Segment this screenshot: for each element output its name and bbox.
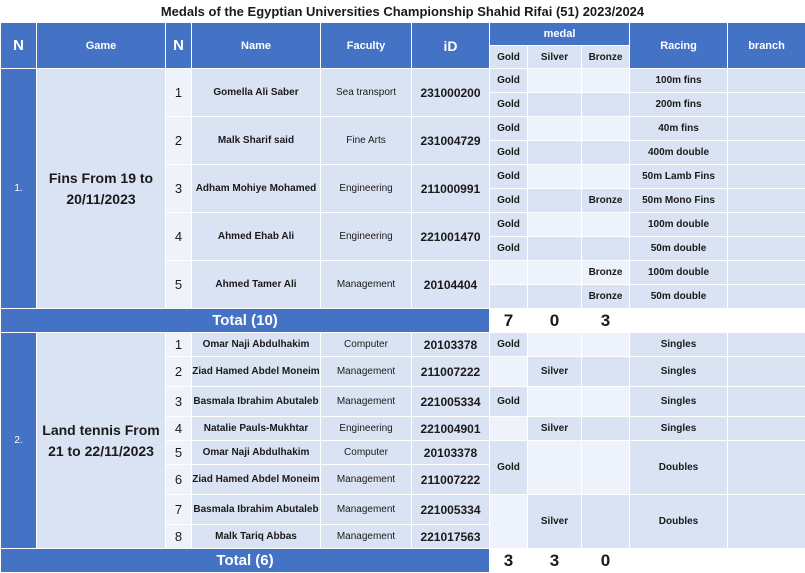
athlete-name: Omar Naji Abdulhakim (192, 333, 321, 357)
branch-cell (728, 141, 805, 165)
gold-cell: Gold (490, 333, 528, 357)
table-row (1, 69, 805, 93)
athlete-faculty: Management (321, 261, 412, 309)
silver-cell (528, 141, 582, 165)
athlete-number: 5 (166, 261, 192, 309)
gold-cell: Gold (490, 93, 528, 117)
athlete-faculty: Management (321, 387, 412, 417)
athlete-name: Gomella Ali Saber (192, 69, 321, 117)
athlete-faculty: Engineering (321, 165, 412, 213)
athlete-name: Natalie Pauls-Mukhtar (192, 417, 321, 441)
racing-cell: 50m Lamb Fins (630, 165, 728, 189)
athlete-faculty: Computer (321, 441, 412, 465)
branch-cell (728, 69, 805, 93)
gold-cell: Gold (490, 387, 528, 417)
total-row (1, 549, 805, 573)
athlete-name: Malk Tariq Abbas (192, 525, 321, 549)
bronze-cell (582, 441, 630, 495)
athlete-faculty: Computer (321, 333, 412, 357)
branch-cell (728, 285, 805, 309)
athlete-name: Omar Naji Abdulhakim (192, 441, 321, 465)
gold-total: 3 (490, 549, 528, 573)
athlete-faculty: Fine Arts (321, 117, 412, 165)
athlete-name: Ziad Hamed Abdel Moneim (192, 357, 321, 387)
athlete-id: 20103378 (412, 441, 490, 465)
athlete-faculty: Engineering (321, 213, 412, 261)
branch-cell (728, 213, 805, 237)
header-game: Game (37, 23, 166, 69)
gold-cell (490, 285, 528, 309)
silver-cell (528, 261, 582, 285)
athlete-faculty: Management (321, 495, 412, 525)
racing-cell: 400m double (630, 141, 728, 165)
athlete-id: 221017563 (412, 525, 490, 549)
gold-cell: Gold (490, 441, 528, 495)
gold-cell: Gold (490, 141, 528, 165)
silver-cell: Silver (528, 417, 582, 441)
racing-cell: Singles (630, 357, 728, 387)
silver-cell (528, 93, 582, 117)
athlete-name: Basmala Ibrahim Abutaleb (192, 387, 321, 417)
section-total-label: Total (6) (1, 549, 490, 573)
athlete-id: 221005334 (412, 387, 490, 417)
racing-cell: Singles (630, 387, 728, 417)
bronze-cell (582, 237, 630, 261)
gold-cell: Gold (490, 213, 528, 237)
racing-cell: 100m fins (630, 69, 728, 93)
bronze-cell: Bronze (582, 189, 630, 213)
athlete-name: Malk Sharif said (192, 117, 321, 165)
section-number: 2. (1, 333, 37, 549)
racing-cell: 200m fins (630, 93, 728, 117)
bronze-cell (582, 387, 630, 417)
athlete-number: 3 (166, 387, 192, 417)
silver-cell (528, 285, 582, 309)
silver-cell (528, 237, 582, 261)
header-id: iD (412, 23, 490, 69)
athlete-id: 20104404 (412, 261, 490, 309)
athlete-number: 2 (166, 357, 192, 387)
athlete-number: 7 (166, 495, 192, 525)
table-row (1, 333, 805, 357)
racing-cell: 40m fins (630, 117, 728, 141)
silver-cell (528, 387, 582, 417)
athlete-faculty: Engineering (321, 417, 412, 441)
branch-cell (728, 261, 805, 285)
gold-cell (490, 357, 528, 387)
athlete-id: 221004901 (412, 417, 490, 441)
blank-cell (728, 309, 805, 333)
bronze-cell (582, 495, 630, 549)
gold-cell: Gold (490, 237, 528, 261)
racing-cell: 100m double (630, 213, 728, 237)
athlete-number: 1 (166, 69, 192, 117)
racing-cell: 50m double (630, 237, 728, 261)
gold-cell: Gold (490, 117, 528, 141)
athlete-faculty: Management (321, 357, 412, 387)
bronze-cell: Bronze (582, 285, 630, 309)
athlete-id: 231004729 (412, 117, 490, 165)
bronze-cell (582, 117, 630, 141)
silver-total: 3 (528, 549, 582, 573)
bronze-cell (582, 357, 630, 387)
athlete-id: 211007222 (412, 357, 490, 387)
racing-cell: 100m double (630, 261, 728, 285)
branch-cell (728, 357, 805, 387)
game-cell: Land tennis From 21 to 22/11/2023 (37, 333, 166, 549)
branch-cell (728, 417, 805, 441)
header-faculty: Faculty (321, 23, 412, 69)
racing-cell: Doubles (630, 441, 728, 495)
athlete-name: Adham Mohiye Mohamed (192, 165, 321, 213)
silver-cell (528, 117, 582, 141)
medals-table (0, 22, 805, 573)
bronze-total: 3 (582, 309, 630, 333)
athlete-id: 211007222 (412, 465, 490, 495)
header-n2: N (166, 23, 192, 69)
gold-cell: Gold (490, 165, 528, 189)
game-cell: Fins From 19 to 20/11/2023 (37, 69, 166, 309)
branch-cell (728, 165, 805, 189)
header-racing: Racing (630, 23, 728, 69)
branch-cell (728, 93, 805, 117)
branch-cell (728, 333, 805, 357)
athlete-number: 5 (166, 441, 192, 465)
bronze-cell (582, 417, 630, 441)
silver-cell (528, 69, 582, 93)
gold-cell: Gold (490, 189, 528, 213)
silver-cell: Silver (528, 495, 582, 549)
gold-cell: Gold (490, 69, 528, 93)
header-name: Name (192, 23, 321, 69)
gold-cell (490, 417, 528, 441)
silver-cell (528, 189, 582, 213)
racing-cell: Doubles (630, 495, 728, 549)
header-branch: branch (728, 23, 805, 69)
bronze-cell: Bronze (582, 261, 630, 285)
athlete-name: Ahmed Ehab Ali (192, 213, 321, 261)
header-bronze: Bronze (582, 46, 630, 69)
silver-cell (528, 213, 582, 237)
silver-cell: Silver (528, 357, 582, 387)
header-silver: Silver (528, 46, 582, 69)
gold-total: 7 (490, 309, 528, 333)
blank-cell (630, 309, 728, 333)
racing-cell: 50m Mono Fins (630, 189, 728, 213)
bronze-cell (582, 93, 630, 117)
racing-cell: Singles (630, 417, 728, 441)
athlete-number: 4 (166, 417, 192, 441)
athlete-id: 231000200 (412, 69, 490, 117)
gold-cell (490, 495, 528, 549)
bronze-cell (582, 213, 630, 237)
racing-cell: Singles (630, 333, 728, 357)
branch-cell (728, 117, 805, 141)
athlete-name: Basmala Ibrahim Abutaleb (192, 495, 321, 525)
branch-cell (728, 441, 805, 495)
section-total-label: Total (10) (1, 309, 490, 333)
bronze-cell (582, 333, 630, 357)
athlete-number: 1 (166, 333, 192, 357)
athlete-id: 221005334 (412, 495, 490, 525)
bronze-cell (582, 165, 630, 189)
athlete-id: 20103378 (412, 333, 490, 357)
athlete-id: 221001470 (412, 213, 490, 261)
athlete-name: Ziad Hamed Abdel Moneim (192, 465, 321, 495)
athlete-faculty: Management (321, 525, 412, 549)
header-medal: medal (490, 23, 630, 46)
gold-cell (490, 261, 528, 285)
total-row (1, 309, 805, 333)
bronze-cell (582, 69, 630, 93)
bronze-total: 0 (582, 549, 630, 573)
blank-cell (630, 549, 728, 573)
athlete-id: 211000991 (412, 165, 490, 213)
athlete-number: 4 (166, 213, 192, 261)
branch-cell (728, 237, 805, 261)
silver-cell (528, 333, 582, 357)
athlete-number: 6 (166, 465, 192, 495)
athlete-number: 3 (166, 165, 192, 213)
athlete-faculty: Sea transport (321, 69, 412, 117)
athlete-number: 2 (166, 117, 192, 165)
athlete-name: Ahmed Tamer Ali (192, 261, 321, 309)
athlete-number: 8 (166, 525, 192, 549)
racing-cell: 50m double (630, 285, 728, 309)
branch-cell (728, 189, 805, 213)
silver-cell (528, 165, 582, 189)
header-gold: Gold (490, 46, 528, 69)
blank-cell (728, 549, 805, 573)
silver-total: 0 (528, 309, 582, 333)
bronze-cell (582, 141, 630, 165)
silver-cell (528, 441, 582, 495)
branch-cell (728, 387, 805, 417)
page-title: Medals of the Egyptian Universities Championship Shahid Rifai (51) 2023/2024 (0, 4, 805, 19)
header-n: N (1, 23, 37, 69)
section-number: 1. (1, 69, 37, 309)
athlete-faculty: Management (321, 465, 412, 495)
branch-cell (728, 495, 805, 549)
